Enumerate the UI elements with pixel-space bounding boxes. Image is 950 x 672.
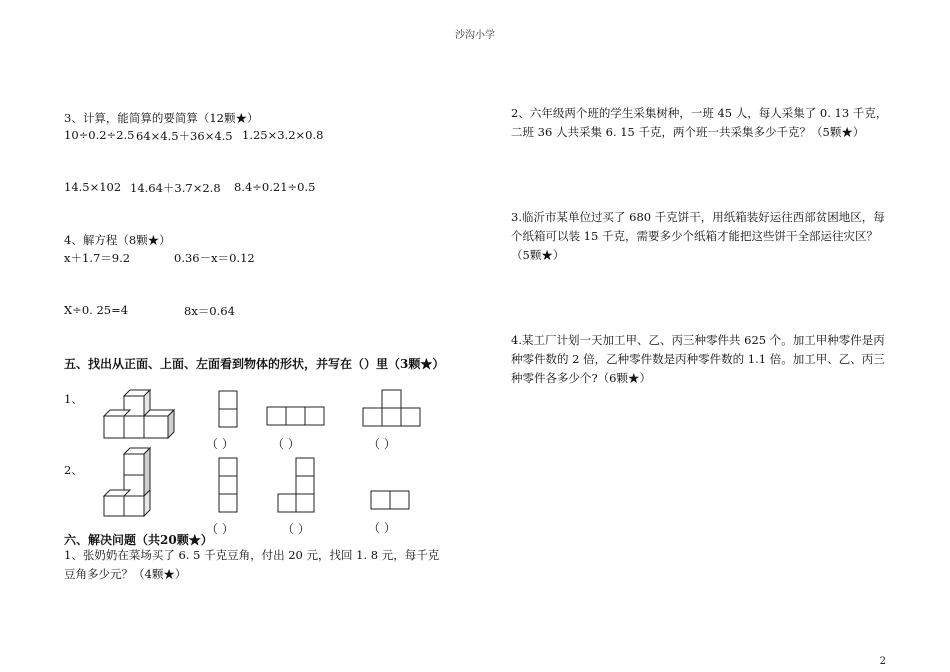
q3-expr-1: 10÷0.2÷2.5	[64, 128, 135, 142]
problem-2: 2、六年级两个班的学生采集树种，一班 45 人，每人采集了 0. 13 千克，二班 36 人共采集 6. 15 千克，两个班一共采集多少千克？（5颗★）	[511, 106, 888, 139]
answer-paren-1c[interactable]: （ ）	[368, 437, 396, 451]
view-1a	[218, 390, 240, 428]
view-2a	[218, 457, 240, 514]
q3-expr-6: 8.4÷0.21÷0.5	[234, 180, 316, 194]
answer-paren-1b[interactable]: （ ）	[272, 437, 300, 451]
view-2b	[276, 457, 318, 514]
q3-expr-2: 64×4.5＋36×4.5	[136, 129, 233, 143]
page-header: 沙沟小学	[455, 30, 495, 41]
view-1b	[266, 406, 326, 426]
q4-eq-3: X÷0. 25=4	[64, 303, 129, 317]
section5-title: 五、找出从正面、上面、左面看到物体的形状，并写在（）里（3颗★）	[64, 357, 445, 371]
q4-eq-2: 0.36－x＝0.12	[174, 251, 255, 265]
answer-paren-2c[interactable]: （ ）	[368, 521, 396, 535]
q4-eq-1: x＋1.7＝9.2	[64, 251, 131, 265]
cube-figure-1	[100, 388, 182, 440]
answer-paren-2b[interactable]: （ ）	[282, 522, 310, 536]
page-number: 2	[879, 656, 886, 667]
view-1c	[362, 389, 422, 427]
q3-expr-5: 14.64＋3.7×2.8	[130, 181, 221, 195]
item2-label: 2、	[64, 463, 83, 477]
problem-3: 3.临沂市某单位过买了 680 千克饼干，用纸箱装好运往西部贫困地区，每个纸箱可以装 15 千克，需要多少个纸箱才能把这些饼干全部运往灾区？（5颗★）	[511, 210, 885, 262]
answer-paren-2a[interactable]: （ ）	[206, 522, 234, 536]
q3-expr-3: 1.25×3.2×0.8	[242, 128, 324, 142]
q3-title: 3、计算，能简算的要简算（12颗★）	[64, 111, 259, 125]
problem-1: 1、张奶奶在菜场买了 6. 5 千克豆角，付出 20 元，找回 1. 8 元，每千克豆角多少元？（4颗★）	[64, 548, 440, 581]
section6-title: 六、解决问题（共20颗★）	[64, 533, 213, 547]
view-2c	[370, 490, 412, 512]
q4-title: 4、解方程（8颗★）	[64, 233, 171, 247]
problem-4: 4.某工厂计划一天加工甲、乙、丙三种零件共 625 个。加工甲种零件是丙种零件数的 2 倍，乙种零件数是丙种零件数的 1.1 倍。加工甲、乙、丙三种零件各多少个?（6颗★）	[511, 333, 885, 385]
q4-eq-4: 8x＝0.64	[184, 304, 235, 318]
answer-paren-1a[interactable]: （ ）	[206, 437, 234, 451]
item1-label: 1、	[64, 392, 83, 406]
cube-figure-2	[100, 446, 162, 518]
q3-expr-4: 14.5×102	[64, 180, 122, 194]
